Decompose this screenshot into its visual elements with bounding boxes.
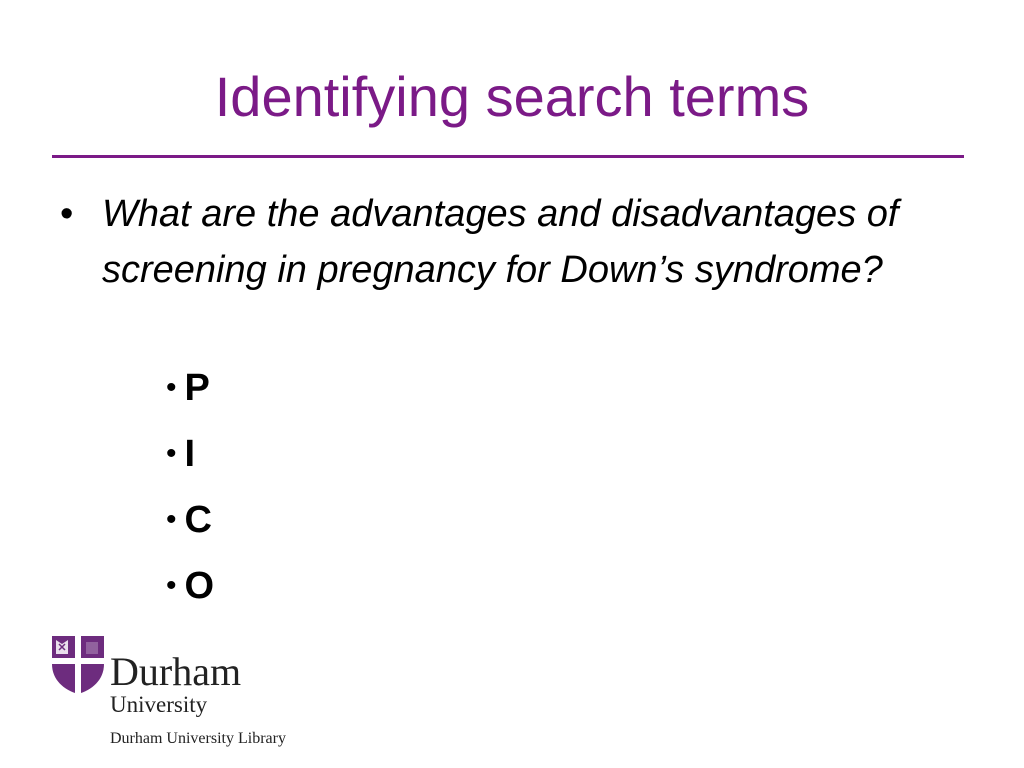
pico-item-i	[166, 430, 195, 478]
logo-subtitle: University	[110, 692, 208, 717]
pico-letter: I	[184, 433, 196, 475]
bullet-glyph: •	[60, 193, 74, 235]
pico-letter: C	[184, 499, 212, 541]
slide-title: Identifying search terms	[214, 65, 810, 128]
pico-item-c	[166, 496, 212, 544]
bullet-glyph: •	[166, 569, 177, 602]
bullet-glyph: •	[166, 437, 177, 470]
title-divider	[52, 155, 964, 158]
bullet-glyph: •	[166, 503, 177, 536]
pico-letter: P	[184, 367, 210, 409]
question-text: What are the advantages and disadvantages of screening in pregnancy for Down’s syndrome?	[102, 193, 899, 291]
pico-letter: O	[184, 565, 215, 607]
pico-item-p	[166, 364, 210, 412]
pico-item-o	[166, 562, 214, 610]
university-shield-icon	[50, 634, 106, 696]
bullet-glyph: •	[166, 371, 177, 404]
library-label: Durham University Library	[110, 730, 286, 747]
logo-wordmark: Durham	[110, 649, 242, 694]
